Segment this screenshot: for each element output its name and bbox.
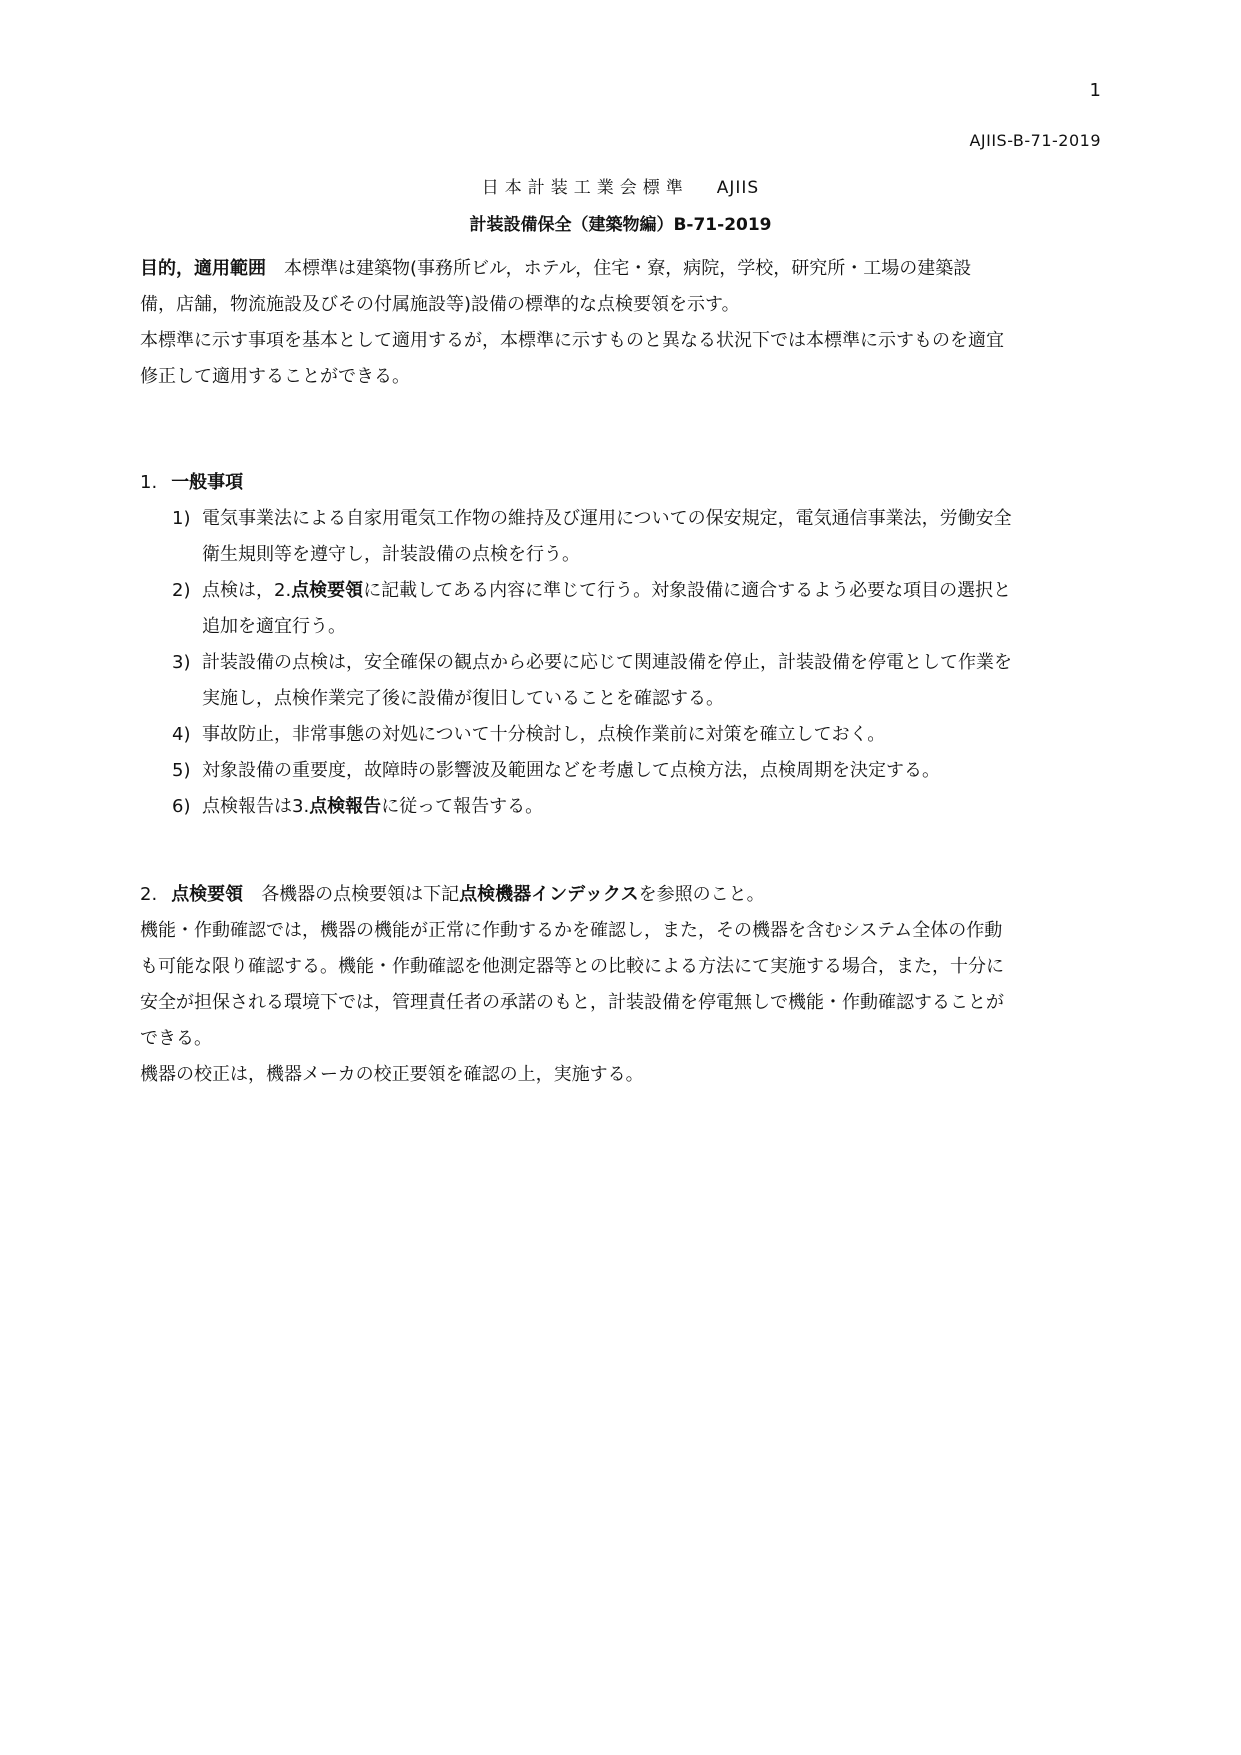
section-reference-title: 点検報告 bbox=[309, 796, 382, 817]
section-reference-number: 3. bbox=[292, 796, 310, 817]
list-item-line: 追加を適宜行う。 bbox=[202, 616, 346, 637]
list-item-number: 4) bbox=[172, 724, 191, 745]
list-item-number: 1) bbox=[172, 508, 191, 529]
list-item-text: に従って報告する。 bbox=[381, 796, 544, 817]
list-item-number: 5) bbox=[172, 760, 191, 781]
purpose-line-1 bbox=[140, 251, 1100, 287]
list-item bbox=[172, 717, 1102, 753]
section-reference-title: 点検要領 bbox=[291, 580, 364, 601]
page-number: 1 bbox=[1089, 80, 1101, 101]
list-item-line bbox=[202, 573, 1102, 609]
section-2-title: 点検要領 bbox=[171, 884, 244, 905]
list-item-text: 点検は， bbox=[202, 580, 274, 601]
list-item-line: 事故防止，非常事態の対処について十分検討し，点検作業前に対策を確立しておく。 bbox=[202, 724, 886, 745]
section-2-intro-end: を参照のこと。 bbox=[638, 884, 765, 905]
standard-title bbox=[0, 173, 1241, 198]
list-item-number: 2) bbox=[172, 580, 191, 601]
section-2-line-1: 機能・作動確認では，機器の機能が正常に作動するかを確認し，また，その機器を含むシステム全体の作動 bbox=[140, 920, 1003, 941]
list-item-number: 6) bbox=[172, 796, 191, 817]
section-2-line-5: 機器の校正は，機器メーカの校正要領を確認の上，実施する。 bbox=[140, 1064, 644, 1085]
section-2-line-4: できる。 bbox=[140, 1028, 212, 1049]
section-2-paragraph bbox=[140, 877, 1100, 1093]
list-item-line: 計装設備の点検は，安全確保の観点から必要に応じて関連設備を停止，計装設備を停電として作業を bbox=[202, 652, 1012, 673]
section-2-line-3: 安全が担保される環境下では，管理責任者の承諾のもと，計装設備を停電無しで機能・作動確認することが bbox=[140, 992, 1004, 1013]
standard-title-jp: 日本計装工業会標準 bbox=[481, 178, 689, 198]
purpose-line-4: 修正して適用することができる。 bbox=[140, 366, 410, 387]
list-item-line bbox=[202, 789, 1102, 825]
purpose-text-1: 本標準は建築物(事務所ビル，ホテル，住宅・寮，病院，学校，研究所・工場の建築設 bbox=[284, 258, 972, 279]
list-item-line: 実施し，点検作業完了後に設備が復旧していることを確認する。 bbox=[202, 688, 724, 709]
list-item bbox=[172, 501, 1102, 573]
section-1-number: 1. bbox=[140, 472, 158, 493]
section-1-title: 一般事項 bbox=[171, 472, 244, 493]
section-2-heading bbox=[140, 877, 1100, 913]
purpose-paragraph bbox=[140, 251, 1100, 395]
list-item bbox=[172, 645, 1102, 717]
section-2-line-2: も可能な限り確認する。機能・作動確認を他測定器等との比較による方法にて実施する場合，また，十分に bbox=[140, 956, 1004, 977]
section-reference-number: 2. bbox=[274, 580, 292, 601]
list-item-line: 電気事業法による自家用電気工作物の維持及び運用についての保安規定，電気通信事業法，労働安全 bbox=[202, 508, 1012, 529]
list-item bbox=[172, 573, 1102, 645]
list-item-number: 3) bbox=[172, 652, 191, 673]
document-subtitle: 計装設備保全（建築物編）B-71-2019 bbox=[469, 215, 772, 235]
inspection-index-reference: 点検機器インデックス bbox=[459, 884, 639, 905]
list-item bbox=[172, 753, 1102, 789]
purpose-line-3: 本標準に示す事項を基本として適用するが，本標準に示すものと異なる状況下では本標準に示すものを適宜 bbox=[140, 330, 1004, 351]
section-1-list bbox=[172, 501, 1102, 825]
list-item-text: 点検報告は bbox=[202, 796, 292, 817]
list-item-line: 対象設備の重要度，故障時の影響波及範囲などを考慮して点検方法，点検周期を決定する。 bbox=[202, 760, 940, 781]
standard-code: AJIIS bbox=[716, 178, 760, 198]
purpose-line-2: 備，店舗，物流施設及びその付属施設等)設備の標準的な点検要領を示す。 bbox=[140, 294, 740, 315]
purpose-label: 目的，適用範囲 bbox=[140, 258, 266, 279]
section-1-heading bbox=[140, 465, 243, 501]
document-id: AJIIS-B-71-2019 bbox=[969, 131, 1101, 150]
section-2-intro: 各機器の点検要領は下記 bbox=[261, 884, 460, 905]
section-2-number: 2. bbox=[140, 884, 158, 905]
list-item bbox=[172, 789, 1102, 825]
list-item-text: に記載してある内容に準じて行う。対象設備に適合するよう必要な項目の選択と bbox=[363, 580, 1012, 601]
list-item-line: 衛生規則等を遵守し，計装設備の点検を行う。 bbox=[202, 544, 580, 565]
